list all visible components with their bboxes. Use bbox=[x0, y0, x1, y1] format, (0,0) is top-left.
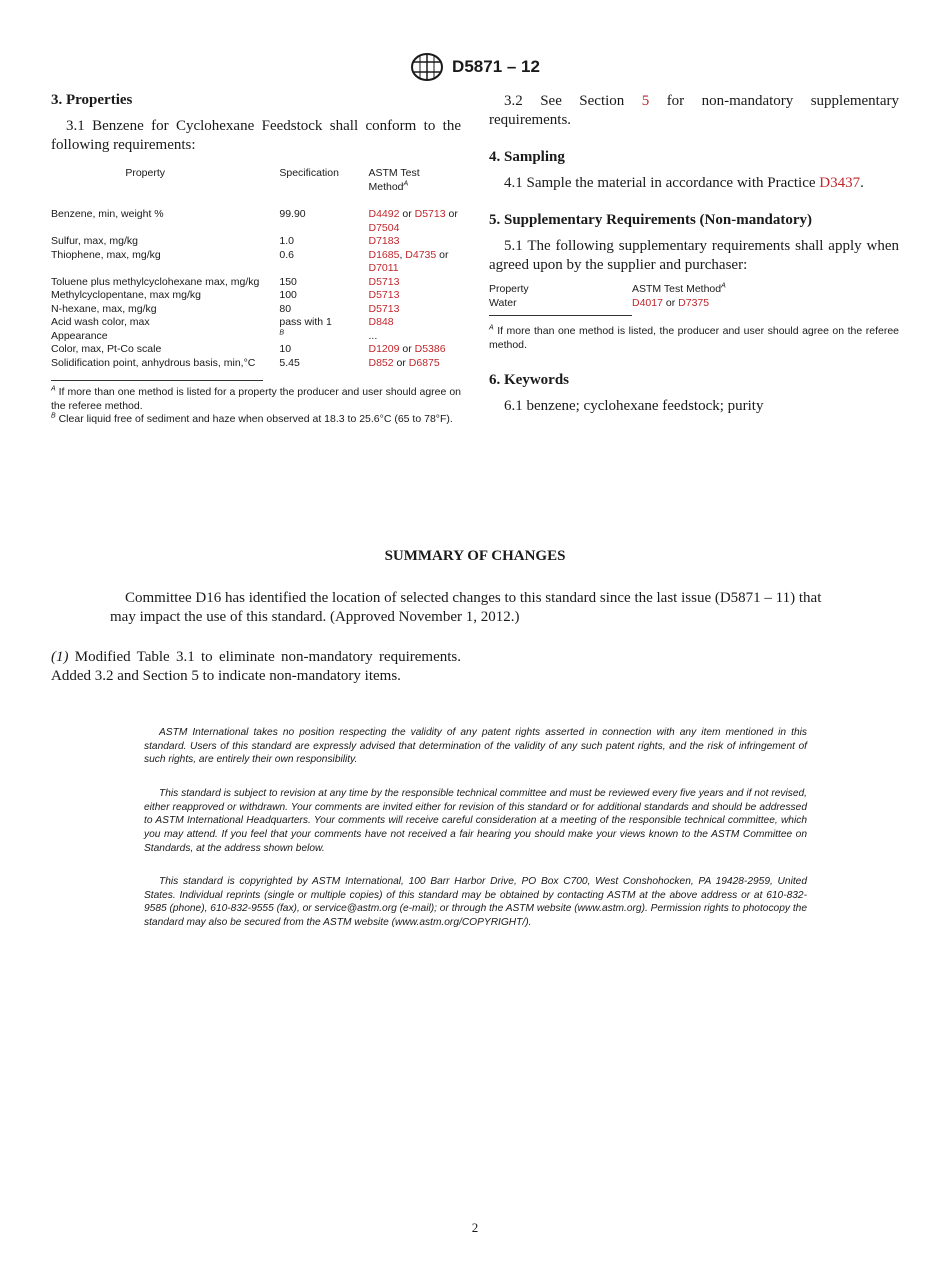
method-cell bbox=[368, 316, 461, 330]
table-row bbox=[51, 357, 461, 371]
d7183-link[interactable]: D7183 bbox=[368, 235, 400, 247]
d1209-link[interactable]: D1209 bbox=[368, 343, 400, 355]
table-row bbox=[489, 297, 726, 311]
supp-footnote: $^A$ If more than one method is listed, the producer and user should agree on the referee method. bbox=[489, 324, 900, 351]
change-item-number: (1) bbox=[51, 649, 69, 665]
method-cell bbox=[368, 235, 461, 249]
d848-link[interactable]: D848 bbox=[368, 316, 394, 328]
astm-logo-icon bbox=[410, 52, 444, 82]
section-5-heading: 5. Supplementary Requirements (Non-mandatory) bbox=[489, 212, 813, 228]
specification-cell: 150 bbox=[279, 275, 297, 288]
paragraph-4-1: 4.1 Sample the material in accordance with Practice D3437. bbox=[504, 175, 864, 191]
specification-cell: 5.45 bbox=[279, 356, 300, 369]
property-cell: Acid wash color, max bbox=[51, 316, 150, 328]
method-cell: D1685, D4735 or D7011 bbox=[368, 248, 449, 274]
property-cell: Solidification point, anhydrous basis, min,°C bbox=[51, 356, 256, 369]
supp-row-method: D4017 or D7375 bbox=[632, 296, 710, 309]
d5713-link[interactable]: D5713 bbox=[414, 208, 446, 220]
footnote-a: $^A$ If more than one method is listed for a property the producer and user should agree on the referee method. bbox=[51, 385, 461, 412]
property-cell: Thiophene, max, mg/kg bbox=[51, 248, 161, 261]
supplementary-table bbox=[489, 283, 726, 310]
table-row bbox=[51, 276, 461, 290]
property-cell: Benzene, min, weight % bbox=[51, 208, 164, 220]
method-cell: D4492 or D5713 or D7504 bbox=[368, 208, 458, 234]
property-cell: Color, max, Pt-Co scale bbox=[51, 343, 162, 355]
table-row bbox=[51, 249, 461, 276]
table-row bbox=[51, 289, 461, 303]
page-number: 2 bbox=[471, 1220, 479, 1235]
footnote-divider bbox=[51, 380, 263, 381]
d7375-link[interactable]: D7375 bbox=[678, 296, 710, 309]
method-cell: D852 or D6875 bbox=[368, 356, 440, 369]
table-row bbox=[51, 343, 461, 357]
page-header bbox=[0, 52, 950, 82]
right-column bbox=[489, 92, 899, 416]
property-cell: Methylcyclopentane, max mg/kg bbox=[51, 289, 201, 301]
d3437-link[interactable]: D3437 bbox=[819, 175, 861, 191]
patent-notice: ASTM International takes no position respecting the validity of any patent rights asserted in connection with any item mentioned in this standard. Users of this standard are expressly advised that determination of the validity of any such patent rights, and the risk of infringement of such rights, are entirely their own responsibility. bbox=[144, 727, 807, 766]
d6875-link[interactable]: D6875 bbox=[408, 356, 440, 369]
property-cell: Appearance bbox=[51, 329, 108, 342]
d1685-link[interactable]: D1685 bbox=[368, 248, 400, 261]
d5713-link[interactable]: D5713 bbox=[368, 289, 400, 301]
specification-cell: 1.0 bbox=[279, 235, 294, 247]
change-item-text: Modified Table 3.1 to eliminate non-mandatory requirements. Added 3.2 and Section 5 to indicate non-mandatory items. bbox=[51, 649, 462, 684]
section-4-heading: 4. Sampling bbox=[489, 149, 565, 165]
left-column bbox=[51, 92, 461, 427]
supp-footnote-divider bbox=[489, 315, 632, 316]
header-method: ASTM Test Method$^A$ bbox=[368, 167, 420, 193]
supp-row-property: Water bbox=[489, 296, 517, 309]
table-row bbox=[51, 316, 461, 330]
revision-notice: This standard is subject to revision at any time by the responsible technical committee and must be reviewed every five years and if not revised, either reapproved or withdrawn. Your comments are invited either for revision of this standard or for additional standards and should be addressed to ASTM International Headquarters. Your comments will receive careful consideration at a meeting of the responsible technical committee, which you may attend. If you feel that your comments have not received a fair hearing you should make your views known to the ASTM Committee on Standards, at the address shown below. bbox=[144, 788, 807, 854]
method-cell bbox=[368, 276, 461, 290]
supp-header-method: ASTM Test Method$^A$ bbox=[632, 282, 726, 295]
table-row bbox=[51, 235, 461, 249]
section-6-heading: 6. Keywords bbox=[489, 372, 569, 388]
paragraph-5-1: 5.1 The following supplementary requirements shall apply when agreed upon by the supplier and purchaser: bbox=[489, 238, 899, 273]
designation: D5871 – 12 bbox=[452, 57, 540, 76]
specification-cell: 100 bbox=[279, 289, 297, 301]
d7504-link[interactable]: D7504 bbox=[368, 221, 400, 234]
d7011-link[interactable]: D7011 bbox=[368, 262, 399, 274]
method-cell bbox=[368, 303, 461, 317]
method-cell: ... bbox=[368, 329, 378, 342]
section-5-link[interactable]: 5 bbox=[641, 93, 650, 109]
property-cell: N-hexane, max, mg/kg bbox=[51, 302, 157, 315]
header-property: Property bbox=[125, 167, 166, 179]
property-cell: Toluene plus methylcyclohexane max, mg/kg bbox=[51, 275, 260, 288]
d4017-link[interactable]: D4017 bbox=[632, 296, 663, 309]
specification-cell: 10 bbox=[279, 343, 292, 355]
table-row bbox=[51, 303, 461, 317]
header-specification: Specification bbox=[279, 167, 339, 179]
change-item bbox=[51, 648, 461, 686]
specification-cell: B bbox=[279, 329, 285, 336]
specification-cell: 99.90 bbox=[279, 208, 306, 220]
section-3-heading: 3. Properties bbox=[51, 92, 133, 108]
supp-header-property: Property bbox=[489, 283, 529, 295]
summary-title: SUMMARY OF CHANGES bbox=[384, 548, 566, 564]
table-row bbox=[51, 208, 461, 235]
specification-cell: 80 bbox=[279, 302, 292, 315]
property-cell: Sulfur, max, mg/kg bbox=[51, 235, 138, 247]
d4735-link[interactable]: D4735 bbox=[405, 248, 437, 261]
summary-intro: Committee D16 has identified the location of selected changes to this standard since the last issue (D5871 – 11) that may impact the use of this standard. (Approved November 1, 2012.) bbox=[110, 590, 822, 625]
paragraph-3-1: 3.1 Benzene for Cyclohexane Feedstock shall conform to the following requirements: bbox=[51, 118, 461, 153]
supp-header-row bbox=[489, 283, 726, 297]
requirements-table bbox=[51, 167, 461, 370]
method-cell: D1209 or D5386 bbox=[368, 343, 446, 355]
specification-cell: pass with 1 bbox=[279, 316, 332, 328]
paragraph-6-1: 6.1 benzene; cyclohexane feedstock; purity bbox=[504, 398, 764, 414]
d5713-link[interactable]: D5713 bbox=[368, 302, 400, 315]
d5386-link[interactable]: D5386 bbox=[414, 343, 446, 355]
method-cell bbox=[368, 289, 461, 303]
footnote-b: $^B$ Clear liquid free of sediment and haze when observed at 18.3 to 25.6°C (65 to 78°F). bbox=[51, 412, 453, 425]
table-row bbox=[51, 330, 461, 344]
table-header-row bbox=[51, 167, 461, 208]
specification-cell: 0.6 bbox=[279, 248, 294, 261]
copyright-notice: This standard is copyrighted by ASTM International, 100 Barr Harbor Drive, PO Box C700, West Conshohocken, PA 19428-2959, United States. Individual reprints (single or multiple copies) of this standard may be obtained by contacting ASTM at the above address or at 610-832-9585 (phone), 610-832-9555 (fax), or service@astm.org (e-mail); or through the ASTM website (www.astm.org). Permission rights to photocopy the standard may also be secured from the ASTM website (www.astm.org/COPYRIGHT/). bbox=[144, 876, 807, 929]
d5713-link[interactable]: D5713 bbox=[368, 275, 400, 288]
paragraph-3-2: 3.2 See Section 5 for non-mandatory supplementary requirements. bbox=[489, 93, 900, 128]
d852-link[interactable]: D852 bbox=[368, 356, 394, 369]
d4492-link[interactable]: D4492 bbox=[368, 208, 400, 220]
